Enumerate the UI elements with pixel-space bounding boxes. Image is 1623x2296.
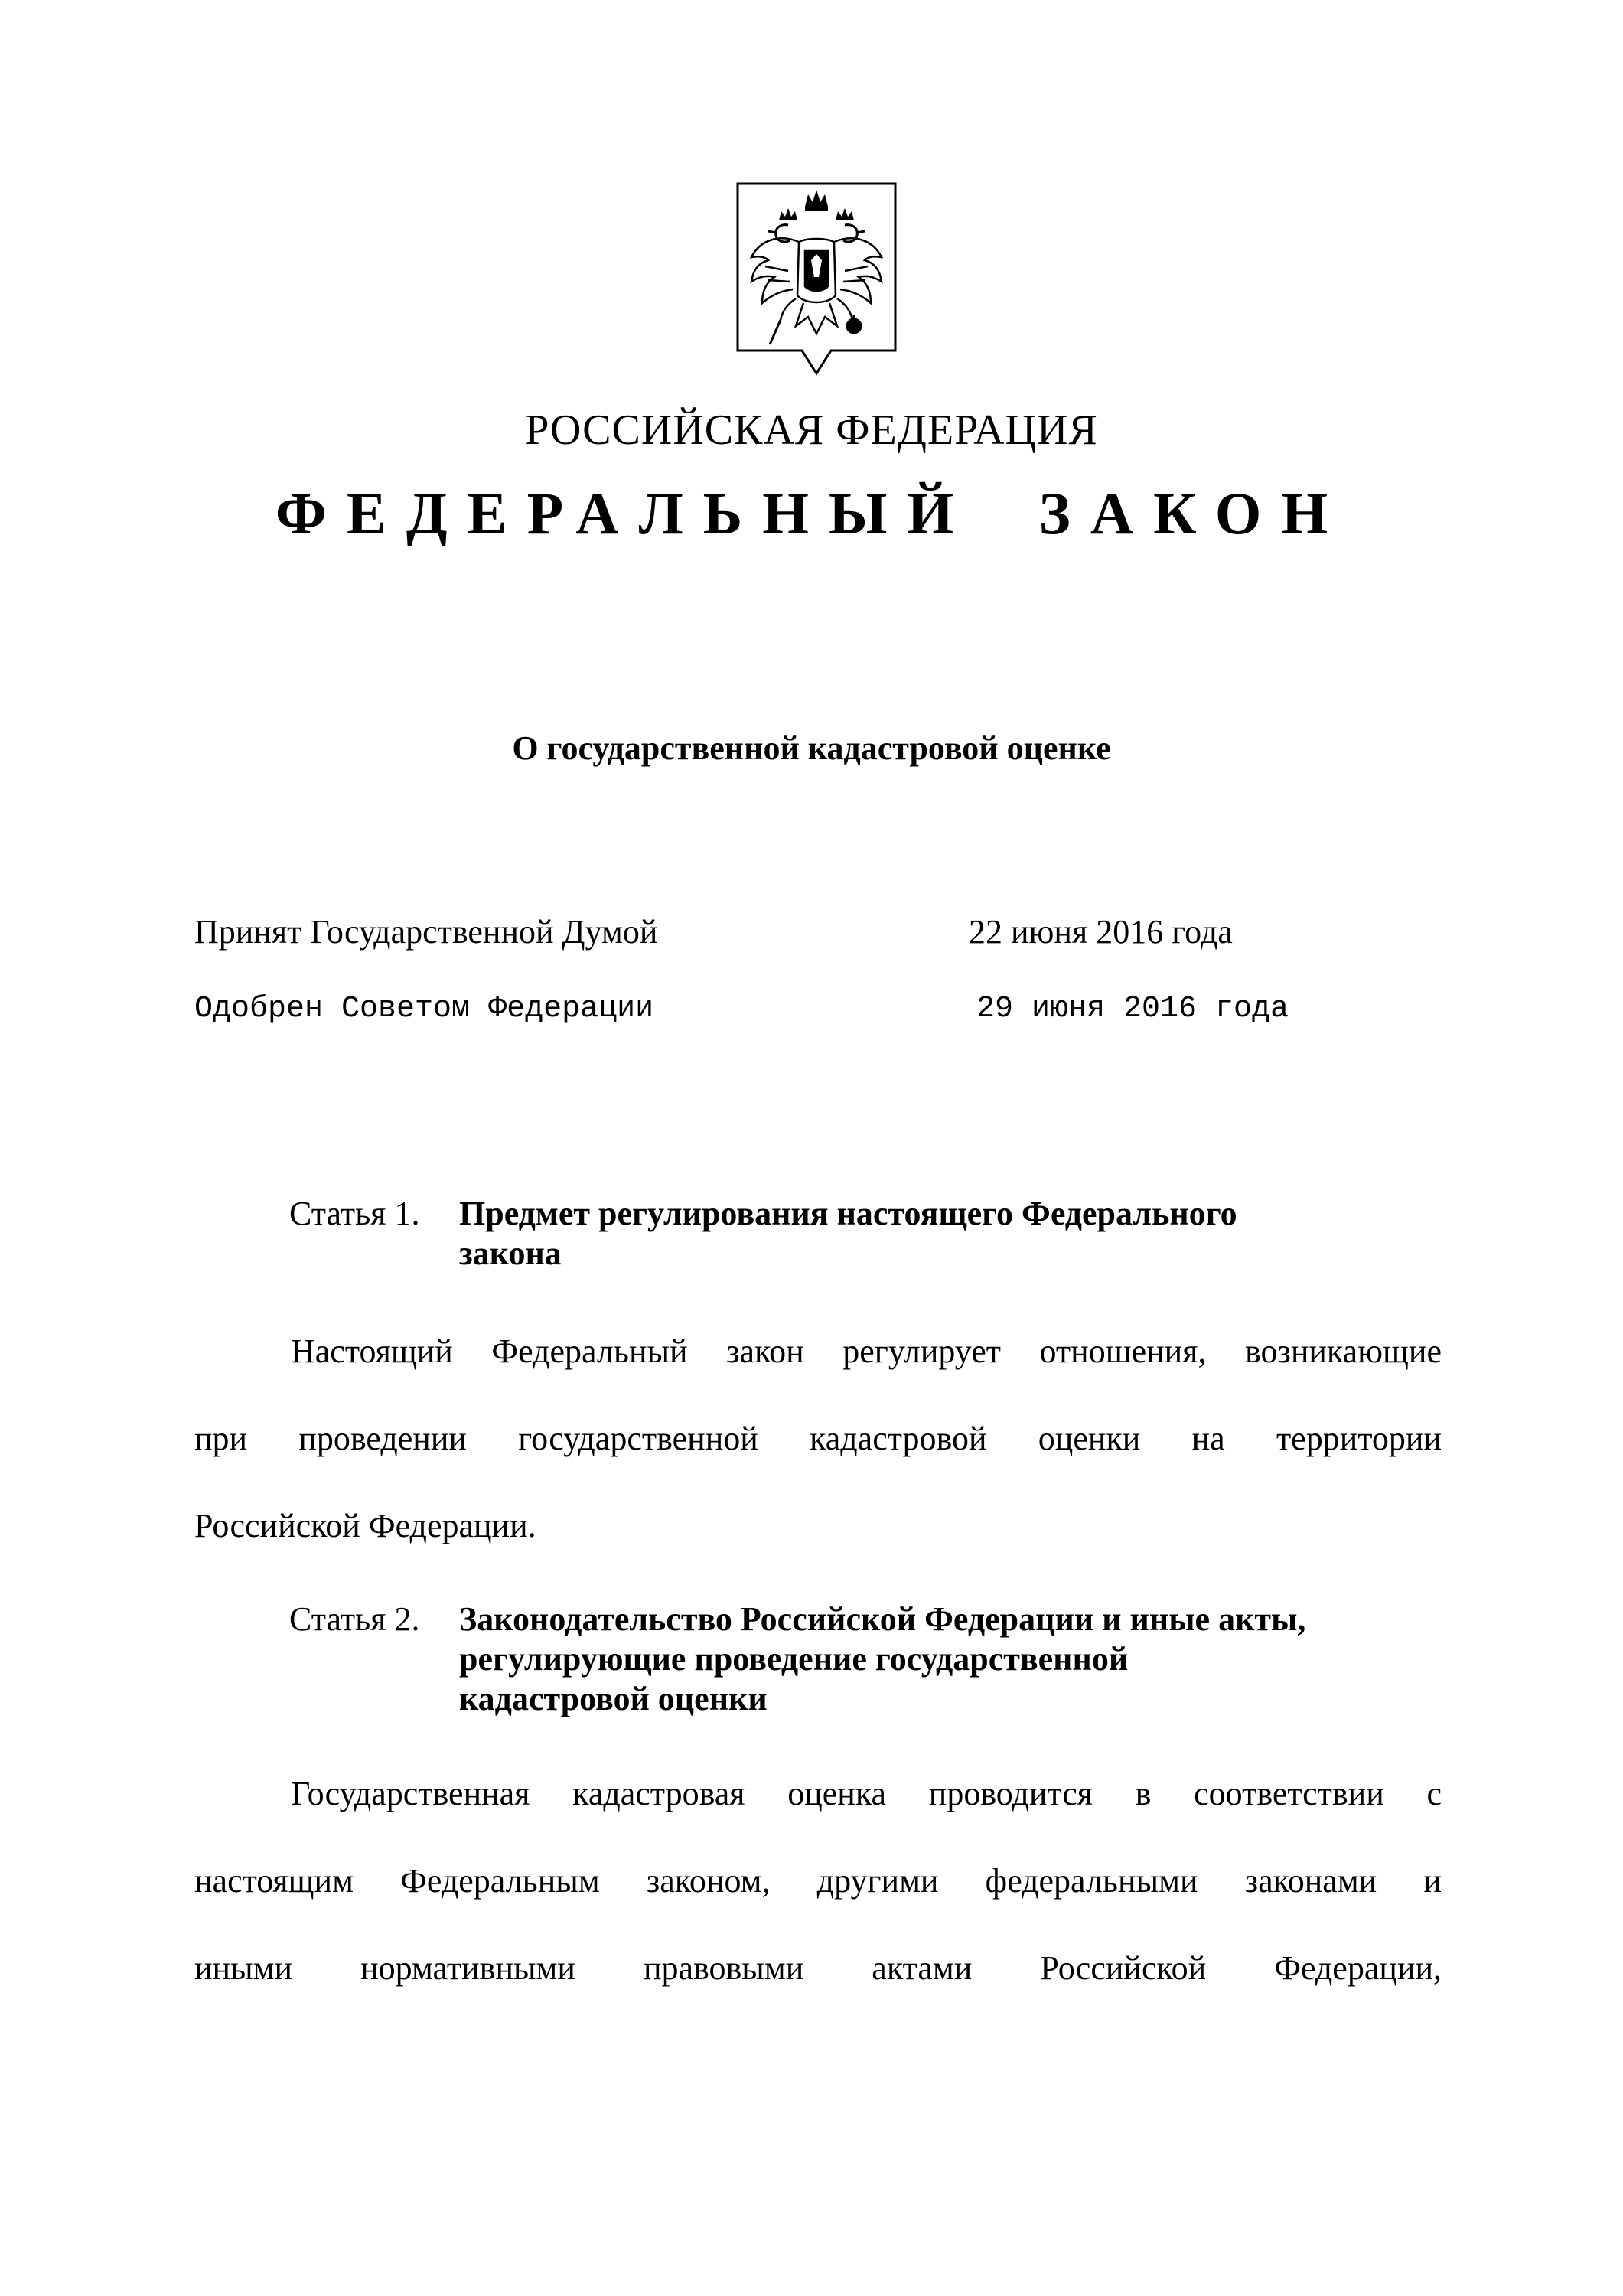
law-title: О государственной кадастровой оценке (512, 729, 1111, 767)
approved-by-council-date: 29 июня 2016 года (976, 992, 1289, 1026)
article-2-heading (289, 1600, 1514, 1719)
approved-by-council-label: Одобрен Советом Федерации (194, 992, 654, 1026)
adopted-by-duma-date: 22 июня 2016 года (969, 913, 1233, 951)
article-1-title-line: закона (459, 1234, 562, 1272)
article-2-title-line: кадастровой оценки (459, 1680, 768, 1717)
article-2-text-line: Государственная кадастровая оценка проводится в соответствии с (291, 1775, 1442, 1812)
adopted-by-duma-label: Принят Государственной Думой (194, 913, 658, 951)
article-1-text-line: Российской Федерации. (194, 1507, 536, 1544)
law-type-heading: ФЕДЕРАЛЬНЫЙ ЗАКОН (275, 480, 1348, 546)
article-2-title (459, 1600, 1454, 1719)
article-1-title-line: Предмет регулирования настоящего Федерального (459, 1195, 1237, 1232)
article-2-text-line: иными нормативными правовыми актами Российской Федерации, (194, 1949, 1442, 1987)
country-heading: РОССИЙСКАЯ ФЕДЕРАЦИЯ (525, 406, 1098, 454)
article-1-text-line: Настоящий Федеральный закон регулирует отношения, возникающие (291, 1332, 1442, 1370)
article-1-text-line: при проведении государственной кадастровой оценки на территории (194, 1420, 1442, 1457)
coat-of-arms-icon (735, 181, 898, 378)
article-2-title-line: регулирующие проведение государственной (459, 1640, 1129, 1678)
article-1-title (459, 1194, 1454, 1274)
article-2-number: Статья 2. (289, 1600, 420, 1638)
article-1-number: Статья 1. (289, 1195, 420, 1232)
article-2-title-line: Законодательство Российской Федерации и иные акты, (459, 1600, 1306, 1638)
article-1-heading (289, 1194, 1514, 1274)
article-2-text-line: настоящим Федеральным законом, другими федеральными законами и (194, 1862, 1442, 1900)
